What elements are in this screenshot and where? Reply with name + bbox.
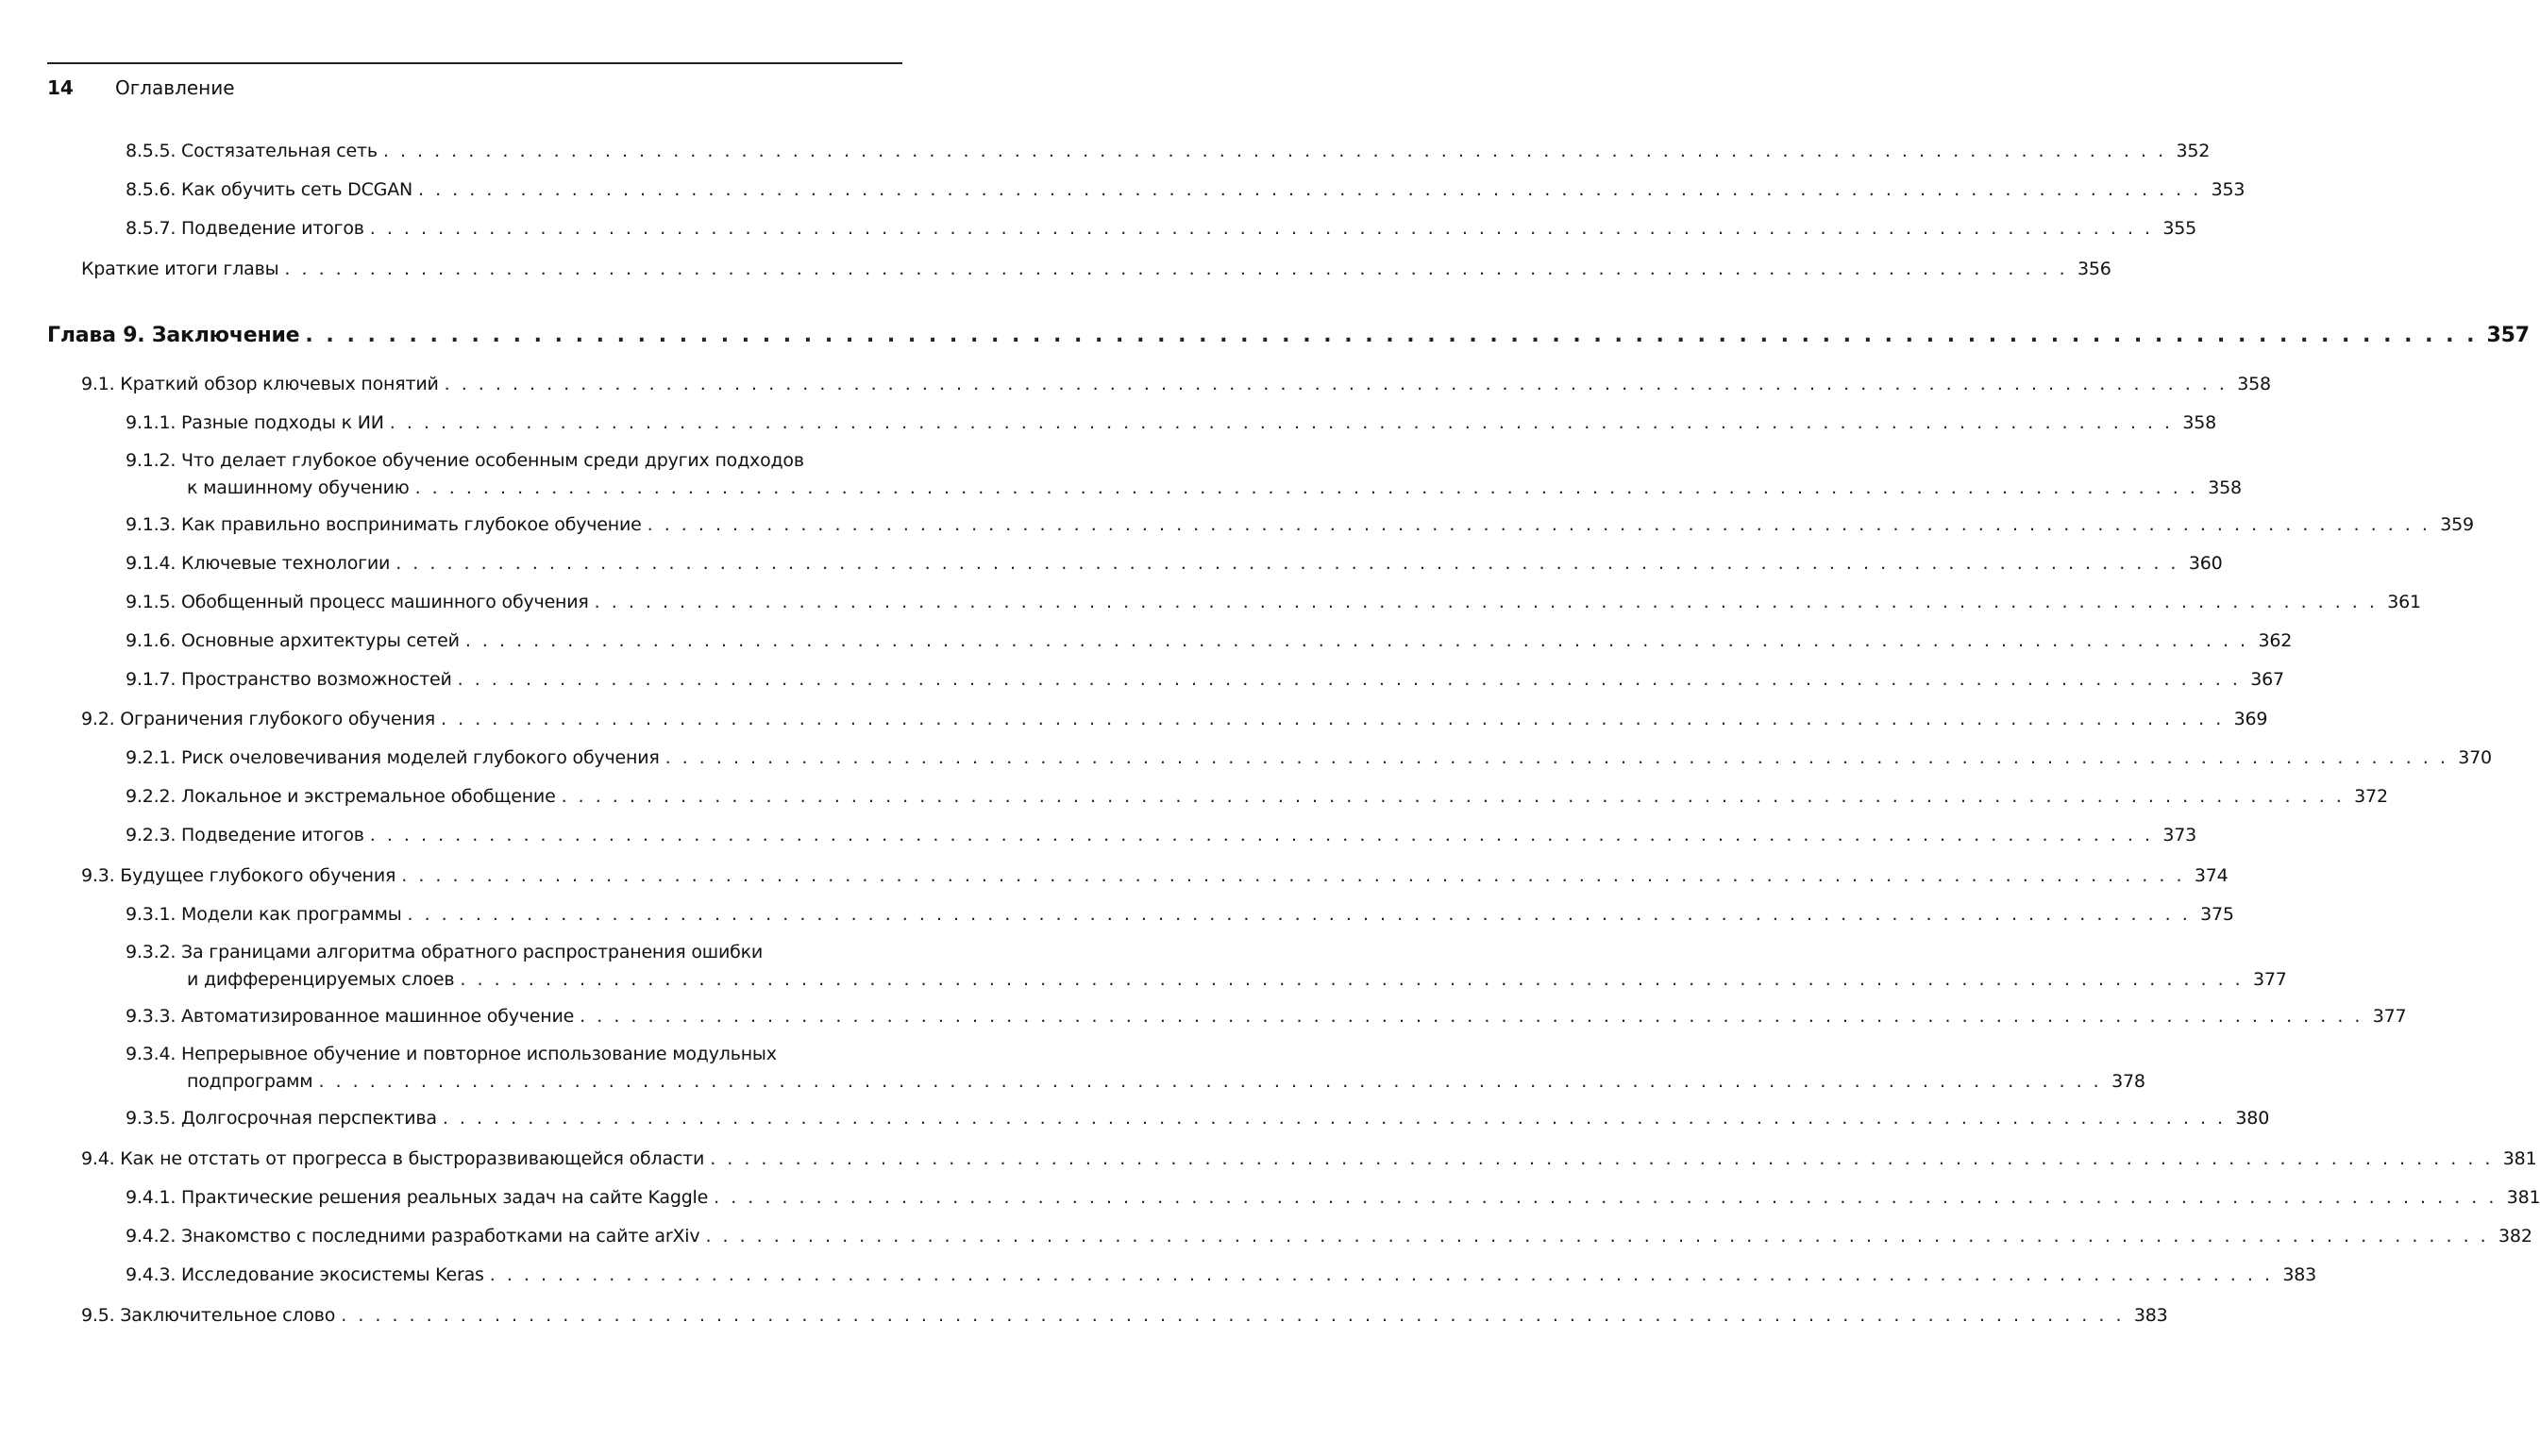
toc-title: Непрерывное обучение и повторное использование модульных <box>181 1044 777 1064</box>
toc-entry[interactable] <box>81 1146 2537 1173</box>
toc-page: 369 <box>2233 709 2268 729</box>
toc-number: 9.2.2. <box>126 786 182 807</box>
toc-number: 9.1.1. <box>126 412 182 433</box>
header-rule <box>47 62 902 64</box>
running-title: Оглавление <box>115 76 235 99</box>
toc-entry[interactable] <box>126 901 2234 929</box>
toc-entry[interactable] <box>126 138 2211 165</box>
toc-entry[interactable] <box>126 783 2388 811</box>
toc-entry[interactable] <box>126 511 2474 539</box>
toc-entry[interactable] <box>81 371 2271 398</box>
chapter-title: Глава 9. Заключение <box>47 324 300 347</box>
toc-title: Краткие итоги главы <box>81 259 279 279</box>
dot-leader: . . . . . . . . . . . . . . . . . . . . . . . . . . . . . . . . . . . . . . . . . . . . . . . . . . . . . . . . . . . . . . . . . . . . . . . . . . . . . . . . . . . . . . . . . . . . . . . . . . . . . . . . . <box>664 747 2448 768</box>
toc-page: 359 <box>2440 514 2474 535</box>
dot-leader: . . . . . . . . . . . . . . . . . . . . . . . . . . . . . . . . . . . . . . . . . . . . . . . . . . . . . . . . . . . . . . . . . . . . . . . . . . . . . . . . . . . . . . . . . . . . . . . . . . . . . . . . . <box>341 1305 2125 1326</box>
toc-title: За границами алгоритма обратного распространения ошибки <box>181 942 764 962</box>
toc-title: Знакомство с последними разработками на сайте arXiv <box>181 1226 700 1247</box>
toc-number: 9.1.4. <box>126 553 182 574</box>
toc-number: 9.3.3. <box>126 1006 182 1027</box>
toc-number: 9.4. <box>81 1148 121 1169</box>
toc-number: 9.2.1. <box>126 747 182 768</box>
toc-title: Долгосрочная перспектива <box>181 1108 437 1129</box>
toc-entry[interactable] <box>81 862 2229 890</box>
toc-entry[interactable] <box>126 666 2284 694</box>
dot-leader: . . . . . . . . . . . . . . . . . . . . . . . . . . . . . . . . . . . . . . . . . . . . . . . . . . . . . . . . . . . . . . . . . . . . . . . . . . . . . . . . . . . . . . . . . . . . . . . . . . . . . . . . . <box>441 709 2225 729</box>
dot-leader: . . . . . . . . . . . . . . . . . . . . . . . . . . . . . . . . . . . . . . . . . . . . . . . . . . . . . . . . . . . . . . . . . . . . . . . . . . . . . . . . . . . . . . . . . . . . . . . . . . . . . . . . . <box>395 553 2179 574</box>
toc-entry[interactable] <box>81 256 2111 283</box>
toc-page: 362 <box>2258 630 2293 651</box>
toc-page: 358 <box>2237 374 2271 394</box>
toc-title: Модели как программы <box>181 904 402 925</box>
toc-entry[interactable] <box>126 1184 2540 1212</box>
dot-leader: . . . . . . . . . . . . . . . . . . . . . . . . . . . . . . . . . . . . . . . . . . . . . . . . . . . . . . . . . . . . . . . . . . . . . . . . . . . . . . . . . . . . . . . . . . . . . . . . . . . . . . . . . <box>594 592 2378 612</box>
toc-number: 9.5. <box>81 1305 121 1326</box>
dot-leader: . . . . . . . . . . . . . . . . . . . . . . . . . . . . . . . . . . . . . . . . . . . . . . . . . . . . . . . . . . . . . . . . . . . . . . . . . . . . . . . . . . . . . . . . . . . . . . . . . . . . . . . . . <box>284 259 2068 279</box>
dot-leader: . . . . . . . . . . . . . . . . . . . . . . . . . . . . . . . . . . . . . . . . . . . . . . . . . . . . . . . . . . . . . . . . . . . . . . . . . . . . . . . . . . . . . . . . . . . . . . . . . . . . . . . . . <box>647 514 2431 535</box>
toc-title: Практические решения реальных задач на сайте Kaggle <box>181 1187 709 1208</box>
toc-title: Будущее глубокого обучения <box>120 865 396 886</box>
dot-leader: . . . . . . . . . . . . . . . . . . . . . . . . . . . . . . . . . . . . . . . . . . . . . . . . . . . . . . . . . . . . . . . . . . . . . . . . . . . . . . . . . . . . . . . . . . . . . . . . . . . . . . . . . <box>401 865 2185 886</box>
dot-leader: . . . . . . . . . . . . . . . . . . . . . . . . . . . . . . . . . . . . . . . . . . . . . . . . . . . . . . . . . . . . . . . . . . . . . . . . . . . . . . . . . . . . . . . . . . . . . . . . . . . . . . . . . <box>714 1187 2498 1208</box>
toc-page: 383 <box>2133 1305 2168 1326</box>
toc-entry[interactable] <box>126 589 2421 616</box>
toc-entry[interactable] <box>81 1302 2168 1330</box>
toc-title: Что делает глубокое обучение особенным среди других подходов <box>181 450 804 471</box>
toc-page: 360 <box>2188 553 2223 574</box>
toc-entry[interactable] <box>126 939 2287 994</box>
toc-title: Автоматизированное машинное обучение <box>181 1006 575 1027</box>
toc-entry[interactable] <box>81 706 2268 733</box>
dot-leader: . . . . . . . . . . . . . . . . . . . . . . . . . . . . . . . . . . . . . . . . . . . . . . . . . . . . . . . . . . . . . . . . . . . . . . . . . . . . . . . . . . . . . . . . . . . . . . . . . . . . . . . . . <box>407 904 2191 925</box>
toc-number: 9.3.2. <box>126 942 182 962</box>
toc-title: Обобщенный процесс машинного обучения <box>181 592 589 612</box>
toc-entry[interactable] <box>126 410 2217 437</box>
toc-number: 9.1.7. <box>126 669 182 690</box>
toc-number: 9.2.3. <box>126 825 182 845</box>
toc-page: 361 <box>2387 592 2421 612</box>
dot-leader: . . . . . . . . . . . . . . . . . . . . . . . . . . . . . . . . . . . . . . . . . . . . . . . . . . . . . . . . . . . . . . . . . . . . . . . . . . . . . . . . . . . . . . . . . . . . . . . . . . . . . . . . . <box>705 1226 2489 1247</box>
dot-leader: . . . . . . . . . . . . . . . . . . . . . . . . . . . . . . . . . . . . . . . . . . . . . . . . . . . . . . . . . . . . . . . . . . . . . . . . . . . . . . . . . . . . . . . . . . . . . . . . . . . . . . . . . <box>389 412 2174 433</box>
toc-number: 9.1. <box>81 374 121 394</box>
toc-title-continued: и дифференцируемых слоев <box>187 969 455 990</box>
toc-entry[interactable] <box>126 1223 2532 1250</box>
toc-title: Ограничения глубокого обучения <box>120 709 436 729</box>
toc-title: Ключевые технологии <box>181 553 391 574</box>
toc-number: 9.3.5. <box>126 1108 182 1129</box>
page-header <box>47 74 235 102</box>
toc-title-continued: подпрограмм <box>187 1071 313 1092</box>
toc-title-continued: к машинному обучению <box>187 477 410 498</box>
dot-leader: . . . . . . . . . . . . . . . . . . . . . . . . . . . . . . . . . . . . . . . . . . . . . . . . . . . . . . . . . . . . . . . . . . . . . . . . . . . . . . . . . . . . . . . . . . . . . . . . . . . . . . . . . <box>414 477 2198 498</box>
toc-title: Как правильно воспринимать глубокое обучение <box>181 514 642 535</box>
toc-page: 375 <box>2200 904 2234 925</box>
toc-page: 357 <box>2486 324 2530 347</box>
toc-number: 9.4.1. <box>126 1187 182 1208</box>
dot-leader: . . . . . . . . . . . . . . . . . . . . . . . . . . . . . . . . . . . . . . . . . . . . . . . . . . . . . . . . . . . . . . . . . . . . . . . . . . . . . . . . . . . . . . . . . . . . . . . . . . . . . . . . . <box>369 825 2154 845</box>
toc-title: Как обучить сеть DCGAN <box>181 179 413 200</box>
dot-leader: . . . . . . . . . . . . . . . . . . . . . . . . . . . . . . . . . . . . . . . . . . . . . . . . . . . . . . . . . . . . . . . . . . . . . . . . . . . . . . . . . . . . . . . . . . . . . . . . . . . . . . . . . <box>418 179 2202 200</box>
toc-entry[interactable] <box>126 447 2242 502</box>
toc-page: 372 <box>2354 786 2388 807</box>
toc-page: 377 <box>2372 1006 2407 1027</box>
dot-leader: . . . . . . . . . . . . . . . . . . . . . . . . . . . . . . . . . . . . . . . . . . . . . . . . . . . . . . . . . . . . . . . . . . . . . . . . . . . . . . . . . . . . . . . . . . . . . . . . . . . . . . . . . <box>457 669 2241 690</box>
dot-leader: . . . . . . . . . . . . . . . . . . . . . . . . . . . . . . . . . . . . . . . . . . . . . . . . . . . . . . . . . . . . . . . . . . . . . . . . . . . . . . . . . . . . . . . . . . . . . . . . . . . . . . . . . <box>442 1108 2227 1129</box>
toc-entry[interactable] <box>126 1105 2270 1132</box>
toc-page: 353 <box>2211 179 2246 200</box>
toc-number: 9.4.3. <box>126 1264 182 1285</box>
toc-title: Краткий обзор ключевых понятий <box>120 374 439 394</box>
toc-title: Локальное и экстремальное обобщение <box>181 786 556 807</box>
toc-title: Основные архитектуры сетей <box>181 630 460 651</box>
toc-entry[interactable] <box>126 176 2246 204</box>
toc-entry[interactable] <box>126 822 2197 849</box>
dot-leader: . . . . . . . . . . . . . . . . . . . . . . . . . . . . . . . . . . . . . . . . . . . . . . . . . . . . . . . . . . . . . . . . . . . . . . . . . . . . . . . . . . . . . . . . . . . . . . . . . . . . . . . . . <box>561 786 2345 807</box>
toc-page: 370 <box>2458 747 2492 768</box>
toc-page: 381 <box>2502 1148 2537 1169</box>
dot-leader: . . . . . . . . . . . . . . . . . . . . . . . . . . . . . . . . . . . . . . . . . . . . . . . . . . . . . . . . . . . . . . . . . . . . . . . . . . . . . . . . . . . . . . . . . . . . . . . . . . . . . . . . . <box>580 1006 2363 1027</box>
toc-entry[interactable] <box>126 1003 2407 1030</box>
toc-page: 356 <box>2077 259 2111 279</box>
toc-page: 381 <box>2506 1187 2540 1208</box>
toc-number: 9.3. <box>81 865 121 886</box>
toc-entry[interactable] <box>126 1041 2145 1096</box>
toc-title: Пространство возможностей <box>181 669 452 690</box>
toc-title: Подведение итогов <box>181 825 364 845</box>
dot-leader: . . . . . . . . . . . . . . . . . . . . . . . . . . . . . . . . . . . . . . . . . . . . . . . . . . . . . . . . . . . . . . . . . . . . . . . . . . . . . . . . . . . . . . . . . . . . . . . . . . . . . . . . . <box>318 1071 2102 1092</box>
toc-title: Как не отстать от прогресса в быстроразвивающейся области <box>120 1148 705 1169</box>
toc-title: Исследование экосистемы Keras <box>181 1264 484 1285</box>
toc-page: 358 <box>2208 477 2242 498</box>
toc-number: 8.5.7. <box>126 218 182 239</box>
toc-entry[interactable] <box>126 628 2293 655</box>
toc-entry[interactable] <box>126 550 2223 577</box>
dot-leader: . . . . . . . . . . . . . . . . . . . . . . . . . . . . . . . . . . . . . . . . . . . . . . . . . . . . . . . . . . . . . . . . . . . . . . . . . . . . . . . . . . . . . . . . . . . . . . . . . . . . . . . . . <box>382 141 2167 161</box>
toc-number: 9.2. <box>81 709 121 729</box>
toc-title: Разные подходы к ИИ <box>181 412 384 433</box>
toc-title: Подведение итогов <box>181 218 364 239</box>
dot-leader: . . . . . . . . . . . . . . . . . . . . . . . . . . . . . . . . . . . . . . . . . . . . . . . . . . . . . . . . . . . . . . . . . . . . . . . . . . . . . . . . . . . . . . . . . . . . . . . . . . . . . . . . . <box>305 324 2478 347</box>
toc-page: 380 <box>2235 1108 2270 1129</box>
toc-number: 9.1.6. <box>126 630 182 651</box>
toc-chapter-entry[interactable] <box>47 322 2530 349</box>
toc-number: 9.1.5. <box>126 592 182 612</box>
toc-page: 382 <box>2498 1226 2532 1247</box>
toc-page: 352 <box>2176 141 2211 161</box>
toc-entry[interactable] <box>126 1262 2317 1289</box>
toc-title: Состязательная сеть <box>181 141 378 161</box>
toc-number: 8.5.5. <box>126 141 182 161</box>
toc-number: 8.5.6. <box>126 179 182 200</box>
toc-page: 378 <box>2111 1071 2145 1092</box>
toc-entry[interactable] <box>126 215 2197 243</box>
toc-page: 367 <box>2250 669 2284 690</box>
toc-entry[interactable] <box>126 745 2492 772</box>
toc-number: 9.1.3. <box>126 514 182 535</box>
dot-leader: . . . . . . . . . . . . . . . . . . . . . . . . . . . . . . . . . . . . . . . . . . . . . . . . . . . . . . . . . . . . . . . . . . . . . . . . . . . . . . . . . . . . . . . . . . . . . . . . . . . . . . . . . <box>460 969 2244 990</box>
dot-leader: . . . . . . . . . . . . . . . . . . . . . . . . . . . . . . . . . . . . . . . . . . . . . . . . . . . . . . . . . . . . . . . . . . . . . . . . . . . . . . . . . . . . . . . . . . . . . . . . . . . . . . . . . <box>369 218 2154 239</box>
dot-leader: . . . . . . . . . . . . . . . . . . . . . . . . . . . . . . . . . . . . . . . . . . . . . . . . . . . . . . . . . . . . . . . . . . . . . . . . . . . . . . . . . . . . . . . . . . . . . . . . . . . . . . . . . <box>444 374 2228 394</box>
dot-leader: . . . . . . . . . . . . . . . . . . . . . . . . . . . . . . . . . . . . . . . . . . . . . . . . . . . . . . . . . . . . . . . . . . . . . . . . . . . . . . . . . . . . . . . . . . . . . . . . . . . . . . . . . <box>464 630 2249 651</box>
toc-number: 9.4.2. <box>126 1226 182 1247</box>
toc-number: 9.1.2. <box>126 450 182 471</box>
page-number: 14 <box>47 76 74 99</box>
toc-title: Риск очеловечивания моделей глубокого обучения <box>181 747 660 768</box>
dot-leader: . . . . . . . . . . . . . . . . . . . . . . . . . . . . . . . . . . . . . . . . . . . . . . . . . . . . . . . . . . . . . . . . . . . . . . . . . . . . . . . . . . . . . . . . . . . . . . . . . . . . . . . . . <box>710 1148 2494 1169</box>
toc-page: 377 <box>2253 969 2287 990</box>
dot-leader: . . . . . . . . . . . . . . . . . . . . . . . . . . . . . . . . . . . . . . . . . . . . . . . . . . . . . . . . . . . . . . . . . . . . . . . . . . . . . . . . . . . . . . . . . . . . . . . . . . . . . . . . . <box>489 1264 2274 1285</box>
toc-page: 374 <box>2194 865 2229 886</box>
toc-number: 9.3.1. <box>126 904 182 925</box>
toc-page: 355 <box>2162 218 2197 239</box>
toc-page: 373 <box>2162 825 2197 845</box>
toc-number: 9.3.4. <box>126 1044 182 1064</box>
toc-page: 358 <box>2182 412 2217 433</box>
toc-title: Заключительное слово <box>120 1305 336 1326</box>
toc-page: 383 <box>2282 1264 2317 1285</box>
